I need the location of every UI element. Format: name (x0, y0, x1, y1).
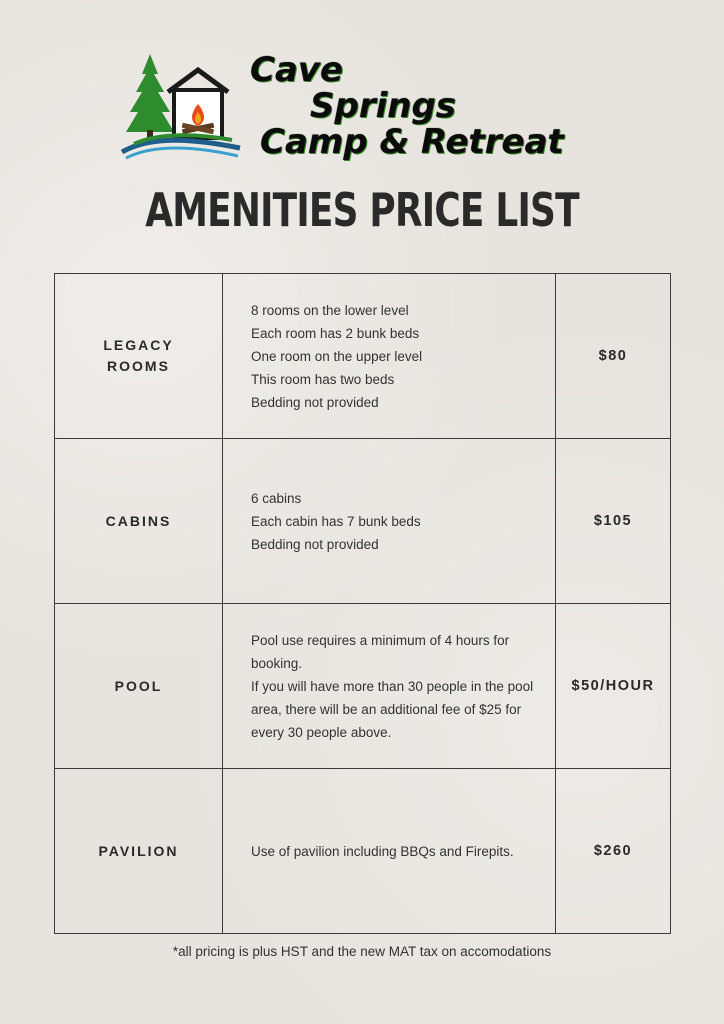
water-waves-icon (122, 135, 240, 158)
amenity-name: PAVILION (55, 769, 223, 934)
brand-line-3: Camp & Retreat (260, 122, 564, 162)
logo-mark (120, 52, 245, 164)
amenity-price: $50/HOUR (556, 604, 671, 769)
logo (120, 52, 610, 167)
brand-line-1: Cave (250, 50, 344, 90)
amenity-description: 6 cabins Each cabin has 7 bunk beds Bedding not provided (223, 439, 556, 604)
amenity-price: $80 (556, 274, 671, 439)
pine-tree-icon (126, 54, 174, 144)
brand-name (250, 52, 564, 160)
price-table (54, 273, 671, 934)
table-row (55, 604, 671, 769)
table-row (55, 274, 671, 439)
amenity-price: $105 (556, 439, 671, 604)
amenity-name: POOL (55, 604, 223, 769)
table-row (55, 769, 671, 934)
amenity-description: Pool use requires a minimum of 4 hours for booking. If you will have more than 30 people in the pool area, there will be an additional fee of $25 for every 30 people above. (223, 604, 556, 769)
amenity-description: 8 rooms on the lower level Each room has 2 bunk beds One room on the upper level This room has two beds Bedding not provided (223, 274, 556, 439)
amenity-description: Use of pavilion including BBQs and Firepits. (223, 769, 556, 934)
amenity-price: $260 (556, 769, 671, 934)
pricing-footnote: *all pricing is plus HST and the new MAT tax on accomodations (172, 944, 552, 959)
amenity-name: LEGACY ROOMS (55, 274, 223, 439)
brand-line-2: Springs (310, 86, 457, 126)
table-row (55, 439, 671, 604)
page-title: AMENITIES PRICE LIST (145, 183, 579, 237)
amenity-name: CABINS (55, 439, 223, 604)
